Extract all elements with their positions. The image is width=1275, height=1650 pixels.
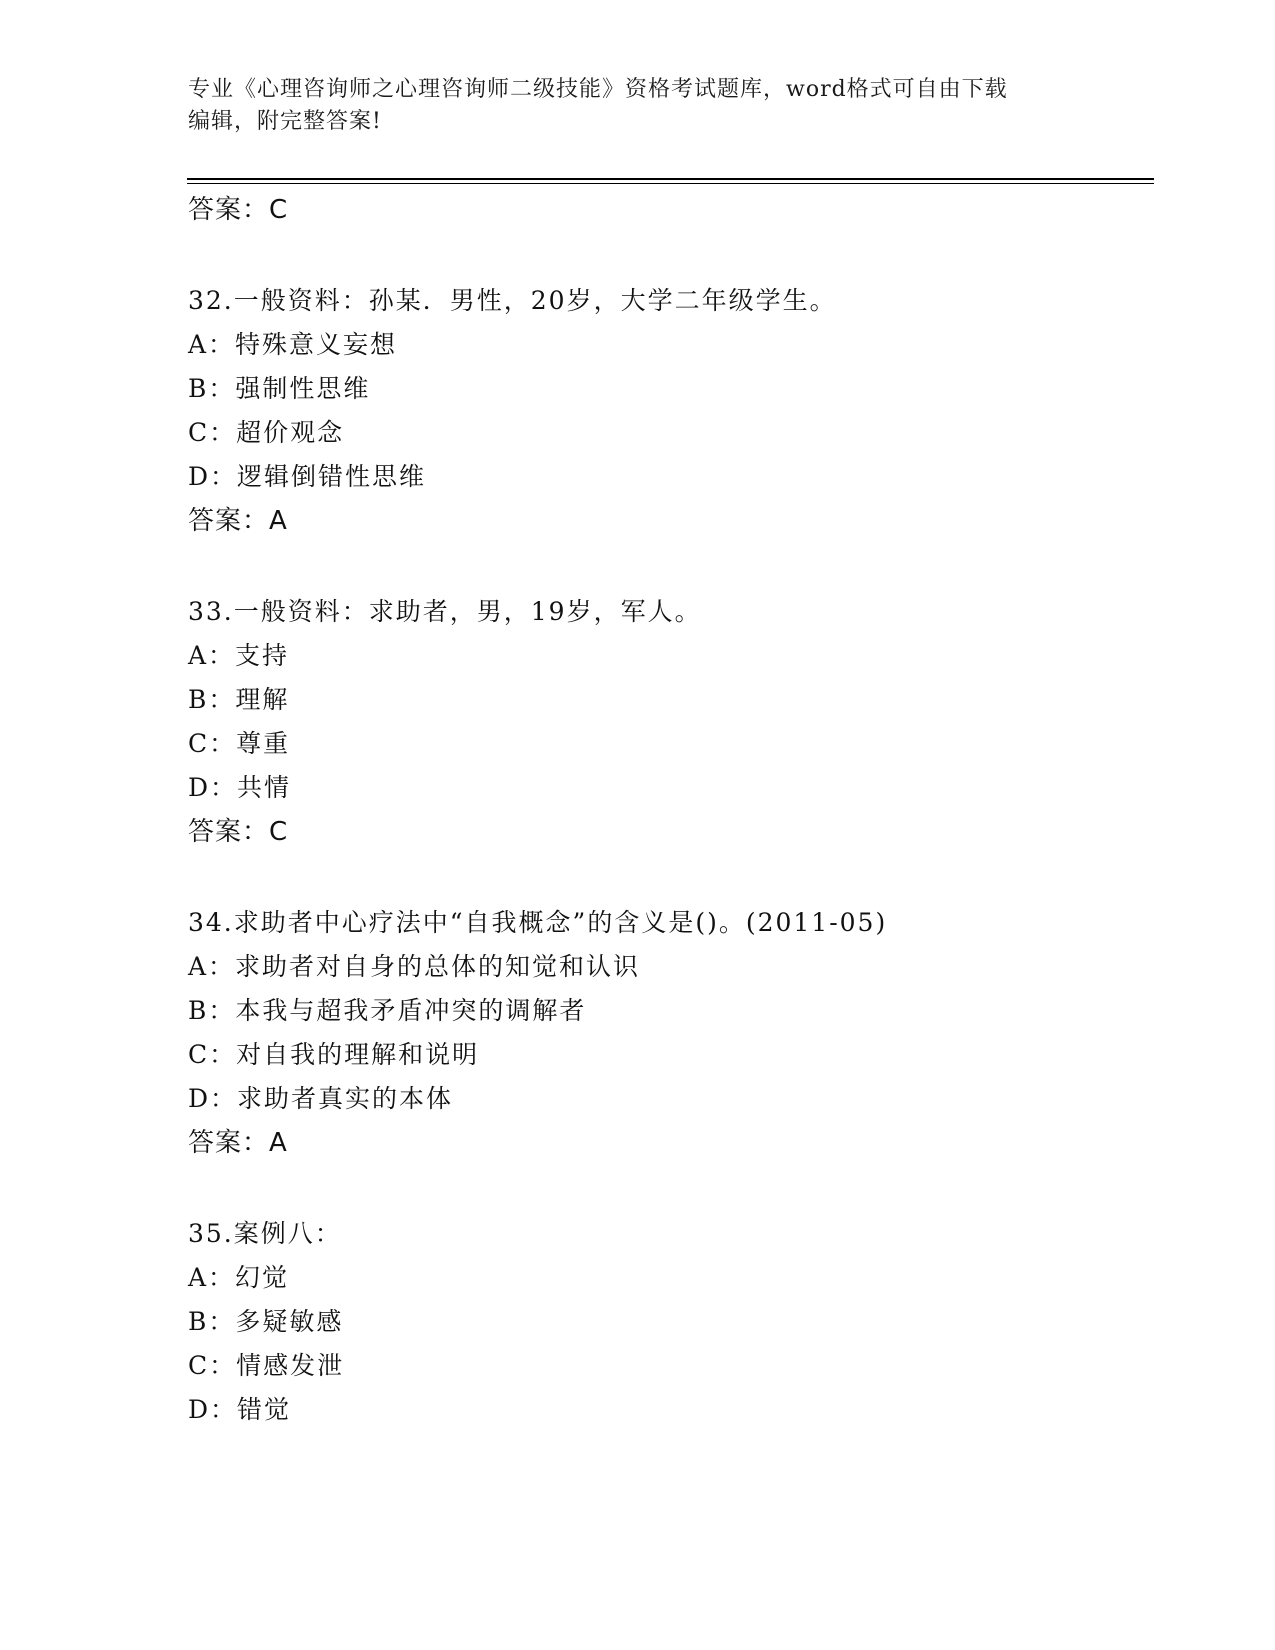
question-33-option-a: A：支持 [188,641,290,670]
question-35-option-d: D：错觉 [188,1395,292,1424]
question-34-option-a: A：求助者对自身的总体的知觉和认识 [188,952,641,981]
question-32-option-c: C：超价观念 [188,418,345,447]
question-34-option-c: C：对自我的理解和说明 [188,1040,480,1069]
question-32-option-b: B：强制性思维 [188,374,371,403]
question-34-option-d: D：求助者真实的本体 [188,1084,454,1113]
question-35-option-a: A：幻觉 [188,1263,290,1292]
question-33-answer: 答案：C [188,817,289,847]
question-33-option-c: C：尊重 [188,729,291,758]
question-35-option-c: C：情感发泄 [188,1351,345,1380]
question-34-answer: 答案：A [188,1128,288,1158]
question-34-stem: 34.求助者中心疗法中“自我概念”的含义是()。(2011-05) [188,908,888,937]
question-35-stem: 35.案例八： [188,1219,342,1248]
question-32-option-a: A：特殊意义妄想 [188,330,398,359]
question-35-option-b: B：多疑敏感 [188,1307,344,1336]
question-32-answer: 答案：A [188,506,288,536]
header-divider-thin [187,183,1154,184]
question-33-option-b: B：理解 [188,685,290,714]
header-line-1: 专业《心理咨询师之心理咨询师二级技能》资格考试题库，word格式可自由下载 [188,77,1008,102]
question-33-option-d: D：共情 [188,773,292,802]
question-34-option-b: B：本我与超我矛盾冲突的调解者 [188,996,587,1025]
document-header [188,74,1088,138]
header-line-2: 编辑，附完整答案! [188,109,382,134]
answer-31: 答案：C [188,195,289,225]
header-divider-thick [187,178,1154,180]
question-32-option-d: D：逻辑倒错性思维 [188,462,427,491]
question-32-stem: 32.一般资料：孙某．男性，20岁，大学二年级学生。 [188,286,837,315]
question-33-stem: 33.一般资料：求助者，男，19岁，军人。 [188,597,702,626]
